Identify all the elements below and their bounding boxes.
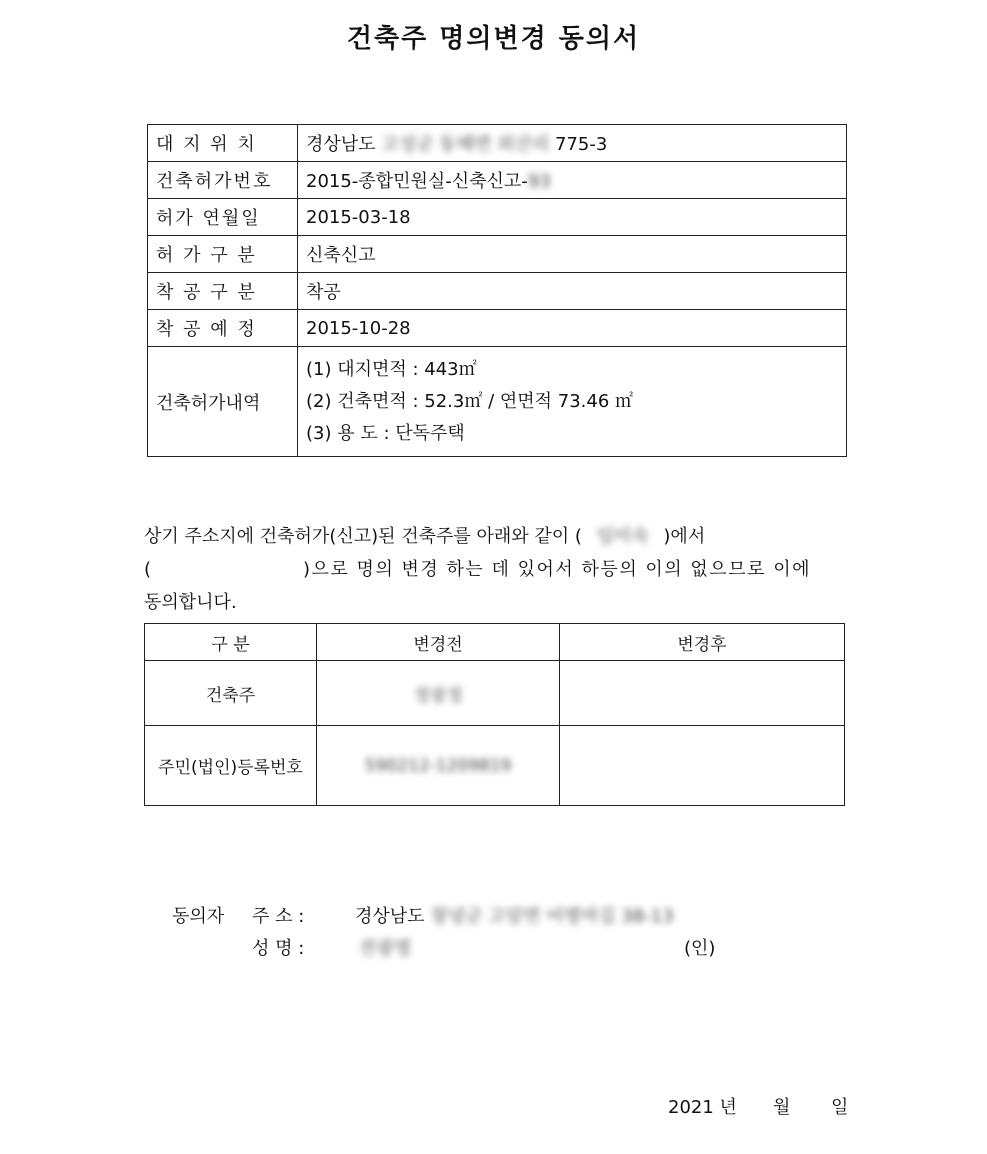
name-value (359, 934, 411, 960)
table-row (148, 310, 847, 347)
seal-mark: (인) (684, 938, 716, 959)
owner-label: 건축주 (145, 661, 317, 726)
owner-before-redacted: 정광정 (413, 685, 463, 706)
page-title: 건축주 명의변경 동의서 (346, 24, 641, 54)
table-header-row (145, 624, 845, 661)
permit-number-redacted: 93 (527, 171, 551, 192)
permit-type-value: 신축신고 (298, 236, 847, 273)
table-row (145, 726, 845, 806)
construction-type-value: 착공 (298, 273, 847, 310)
table-row (148, 125, 847, 162)
registration-before-redacted: 590212-1209819 (364, 755, 512, 776)
registration-label: 주민(법인)등록번호 (145, 726, 317, 806)
address-redacted: 창녕군 고암면 어병마길 38-13 (430, 906, 674, 927)
registration-before (317, 726, 560, 806)
building-area-line: (2) 건축면적 : 52.3㎡ / 연면적 73.46 ㎡ (306, 390, 634, 412)
location-label: 대 지 위 치 (148, 125, 298, 162)
table-row (148, 347, 847, 457)
name-label: 성 명 : (252, 938, 305, 959)
location-value (298, 125, 847, 162)
permit-detail-value (298, 347, 847, 457)
owner-change-table (144, 623, 845, 806)
address-label: 주 소 : (252, 906, 305, 927)
paragraph-text: 상기 주소지에 건축허가(신고)된 건축주를 아래와 같이 ( (144, 526, 582, 547)
construction-type-label: 착 공 구 분 (148, 273, 298, 310)
address-province: 경상남도 (355, 906, 425, 927)
address-value (355, 902, 674, 928)
year-unit: 년 (719, 1097, 737, 1118)
usage-line: (3) 용 도 : 단독주택 (306, 422, 465, 444)
consenter-label: 동의자 (172, 906, 225, 927)
owner-before (317, 661, 560, 726)
date-day-unit: 일 (831, 1097, 849, 1118)
construction-schedule-label: 착 공 예 정 (148, 310, 298, 347)
previous-owner-redacted: 임미숙 (596, 526, 649, 547)
registration-after (560, 726, 845, 806)
permit-info-table (147, 124, 847, 457)
paragraph-line-1 (144, 522, 705, 548)
table-row (148, 199, 847, 236)
location-lot-number: 775-3 (554, 134, 608, 155)
name-redacted: 전광명 (359, 938, 412, 959)
permit-date-value: 2015-03-18 (298, 199, 847, 236)
paragraph-line-3: 동의합니다. (144, 592, 237, 613)
site-area-line: (1) 대지면적 : 443㎡ (306, 358, 477, 380)
owner-after (560, 661, 845, 726)
paragraph-text: )에서 (663, 526, 706, 547)
table-row (148, 236, 847, 273)
paragraph-text: ( (144, 559, 152, 580)
header-category: 구 분 (145, 624, 317, 661)
location-province: 경상남도 (306, 134, 376, 155)
permit-date-label: 허가 연월일 (148, 199, 298, 236)
header-after: 변경후 (560, 624, 845, 661)
date-month-unit: 월 (773, 1097, 791, 1118)
permit-number-label: 건축허가번호 (148, 162, 298, 199)
permit-type-label: 허 가 구 분 (148, 236, 298, 273)
date-year (668, 1093, 737, 1119)
paragraph-line-2 (144, 555, 850, 581)
table-row (148, 273, 847, 310)
permit-number-value (298, 162, 847, 199)
paragraph-text: )으로 명의 변경 하는 데 있어서 하등의 이의 없으므로 이에 (303, 559, 811, 580)
construction-schedule-value: 2015-10-28 (298, 310, 847, 347)
table-row (148, 162, 847, 199)
permit-number-prefix: 2015-종합민원실-신축신고- (306, 171, 528, 192)
header-before: 변경전 (317, 624, 560, 661)
year-value: 2021 (668, 1097, 714, 1118)
permit-detail-label: 건축허가내역 (148, 347, 298, 457)
location-redacted: 고성군 동해면 외산리 (381, 134, 550, 155)
table-row (145, 661, 845, 726)
